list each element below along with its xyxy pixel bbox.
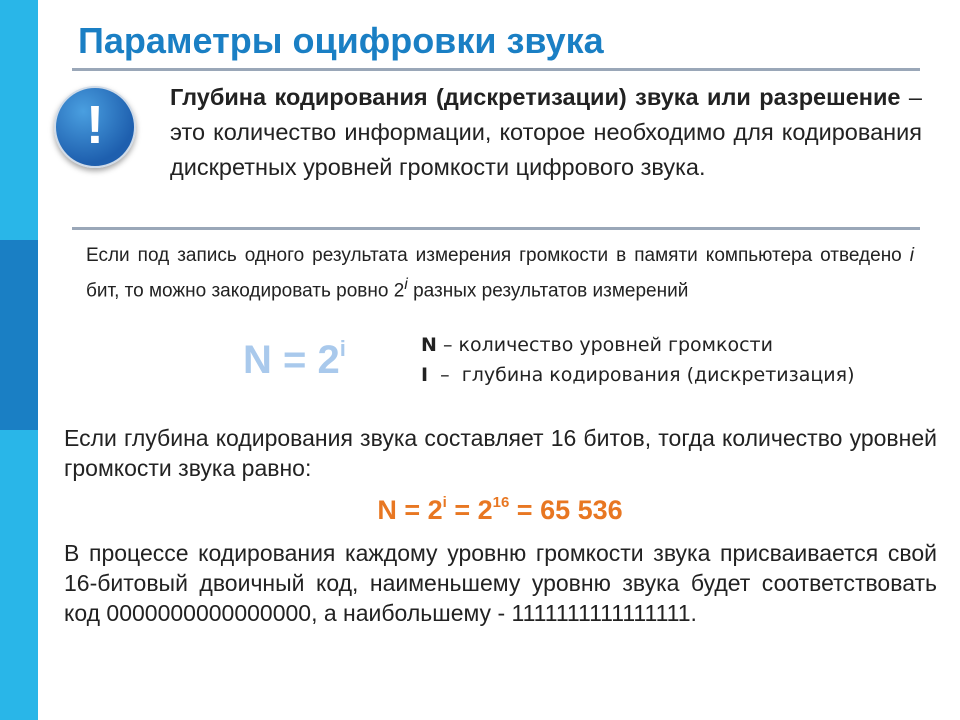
formula-example-part3: = 65 536 <box>509 495 623 525</box>
formula-main <box>243 338 346 383</box>
legend-item-i <box>421 360 854 390</box>
legend-text: – количество уровней громкости <box>436 334 773 356</box>
info-text-1: Если под запись одного результата измерения громкости в памяти компьютера отведено <box>86 245 910 266</box>
legend-item-n <box>421 330 854 360</box>
formula-legend <box>421 330 854 390</box>
formula-exponent: i <box>339 336 346 361</box>
info-variable: i <box>909 245 914 266</box>
formula-example-exp2: 16 <box>492 494 510 511</box>
title-divider <box>72 68 920 71</box>
info-paragraph <box>86 241 914 305</box>
exclamation-symbol: ! <box>86 95 104 155</box>
legend-symbol: N <box>421 334 437 356</box>
example-paragraph: Если глубина кодирования звука составляет 16 битов, тогда количество уровней громкости звука равно: <box>64 425 937 481</box>
legend-text: – глубина кодирования (дискретизация) <box>428 364 855 386</box>
definition-rest: – это количество информации, которое необходимо для кодирования дискретных уровней громкости цифрового звука. <box>170 84 922 180</box>
formula-example <box>0 495 960 526</box>
sidebar-accent <box>0 240 38 430</box>
info-text-3: разных результатов измерений <box>407 280 689 302</box>
encoding-paragraph: В процессе кодирования каждому уровню громкости звука присваивается свой 16-битовый двоичный код, наименьшему уровню звука будет соответствовать код 0000000000000000, а наибольшему - 1111111111111111. <box>64 540 937 626</box>
page-title: Параметры оцифровки звука <box>78 20 604 61</box>
definition-term: Глубина кодирования (дискретизации) звука или разрешение <box>170 84 901 110</box>
info-text-2: бит, то можно закодировать ровно 2 <box>86 280 405 302</box>
exclamation-icon <box>54 86 136 168</box>
definition-text <box>170 80 922 185</box>
formula-example-part1: N = 2 <box>377 495 443 525</box>
definition-divider <box>72 227 920 230</box>
formula-example-exp1: i <box>442 494 447 511</box>
info-superscript: i <box>404 276 408 293</box>
legend-symbol: I <box>421 364 429 386</box>
formula-base: N = 2 <box>243 338 340 382</box>
formula-example-part2: = 2 <box>446 495 493 525</box>
